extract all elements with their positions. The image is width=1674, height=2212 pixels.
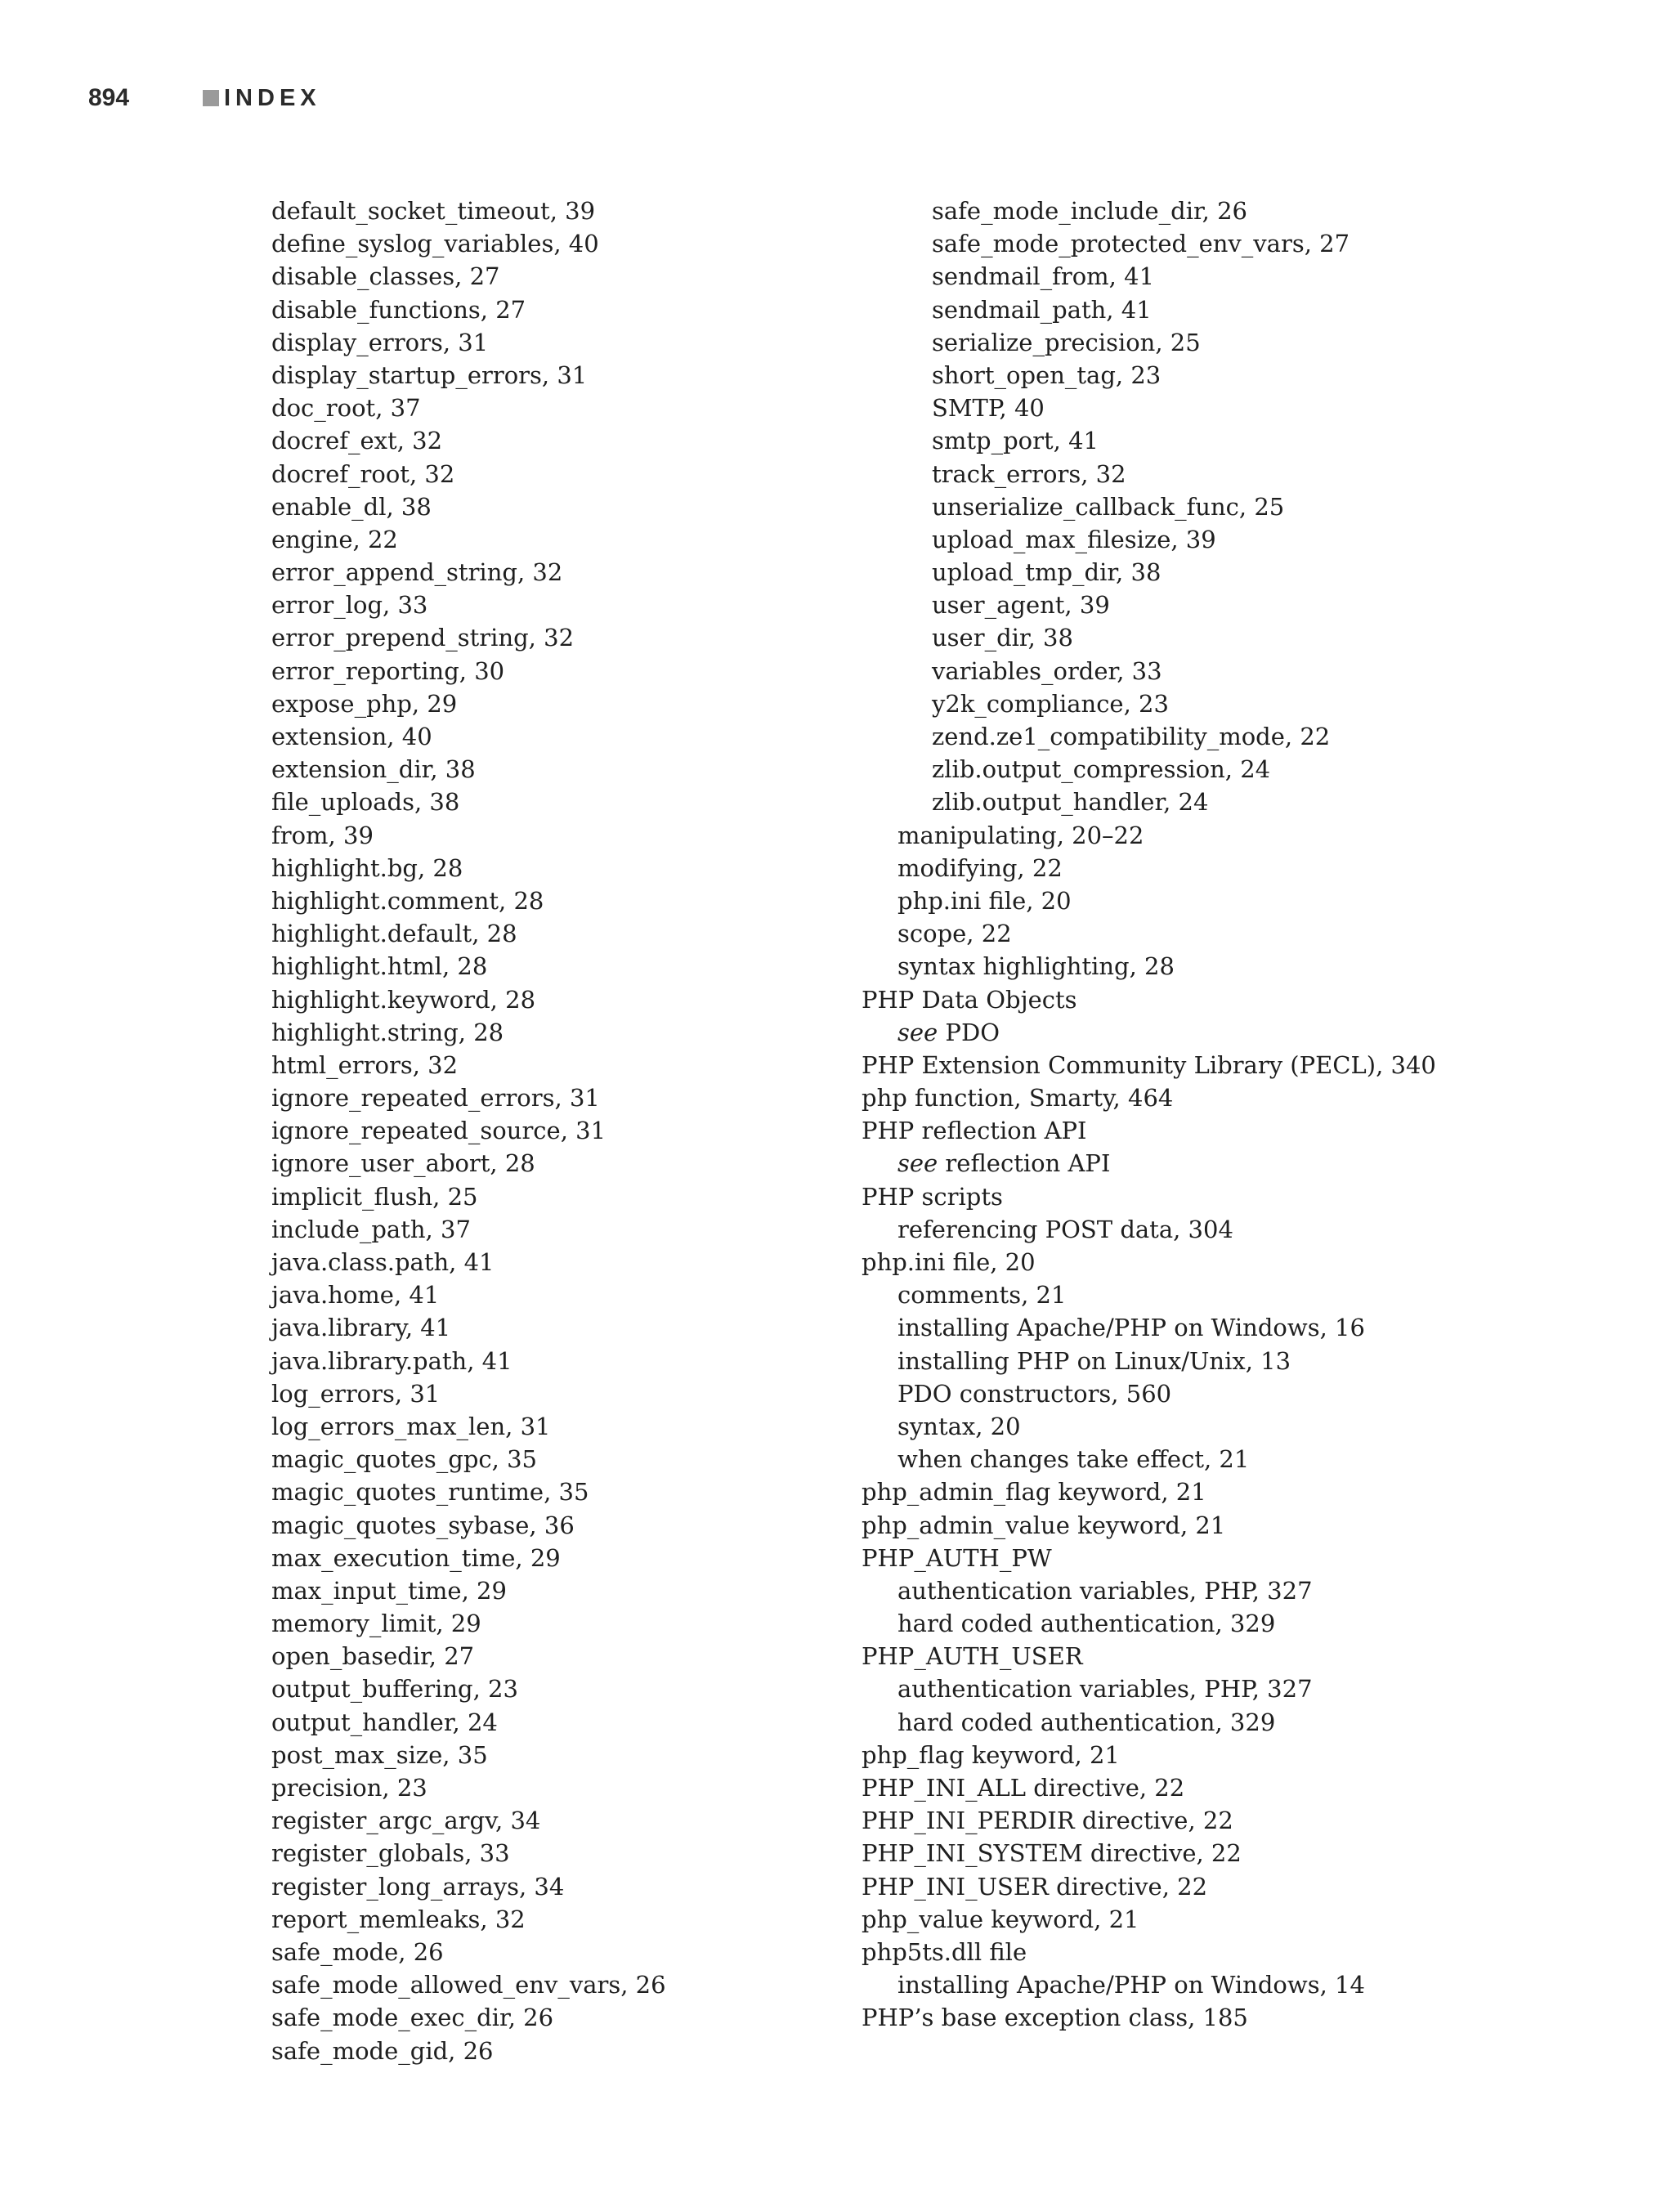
index-entry xyxy=(862,523,1646,556)
index-entry xyxy=(271,1607,844,1640)
index-entry-text: PHP scripts xyxy=(862,1182,1003,1211)
index-entry xyxy=(271,260,844,293)
index-entry xyxy=(862,260,1646,293)
index-entry xyxy=(862,1345,1646,1377)
index-entry-text: highlight.string, 28 xyxy=(271,1018,504,1046)
index-entry-text: zlib.output_handler, 24 xyxy=(932,788,1209,817)
index-entry-text: hard coded authentication, 329 xyxy=(897,1610,1276,1638)
index-entry-text: file_uploads, 38 xyxy=(271,788,460,817)
index-entry xyxy=(271,1475,844,1508)
index-entry xyxy=(862,819,1646,852)
index-entry xyxy=(271,1377,844,1410)
index-entry xyxy=(271,1049,844,1081)
index-entry-text: PHP’s base exception class, 185 xyxy=(862,2004,1248,2032)
index-entry xyxy=(271,753,844,786)
index-entry-text: smtp_port, 41 xyxy=(932,427,1099,455)
index-entry-text: user_dir, 38 xyxy=(932,624,1073,652)
index-entry-text: user_agent, 39 xyxy=(932,591,1110,620)
index-entry-text: scope, 22 xyxy=(897,920,1012,948)
index-entry-text: error_log, 33 xyxy=(271,591,428,620)
index-entry xyxy=(271,326,844,359)
index-entry xyxy=(862,293,1646,326)
index-entry xyxy=(862,655,1646,687)
index-entry-text: magic_quotes_runtime, 35 xyxy=(271,1478,589,1507)
index-entry xyxy=(271,293,844,326)
index-entry xyxy=(271,392,844,424)
index-entry xyxy=(271,1968,844,2001)
index-entry xyxy=(862,1180,1646,1213)
index-entry xyxy=(862,1542,1646,1574)
index-entry-text: expose_php, 29 xyxy=(271,689,458,718)
index-entry xyxy=(271,1147,844,1180)
index-entry-text: engine, 22 xyxy=(271,525,398,553)
index-entry-text: docref_root, 32 xyxy=(271,459,455,488)
index-column-right xyxy=(862,195,1646,2035)
index-entry-text: from, 39 xyxy=(271,821,374,849)
index-entry-text: y2k_compliance, 23 xyxy=(932,689,1169,718)
index-entry xyxy=(862,1903,1646,1936)
index-entry-text: report_memleaks, 32 xyxy=(271,1905,526,1933)
index-entry-text: sendmail_from, 41 xyxy=(932,262,1155,291)
index-entry-text: log_errors_max_len, 31 xyxy=(271,1412,551,1440)
index-entry xyxy=(862,1771,1646,1804)
index-entry-text: log_errors, 31 xyxy=(271,1379,441,1408)
index-entry xyxy=(862,1443,1646,1475)
index-entry xyxy=(862,556,1646,589)
index-entry xyxy=(271,424,844,457)
index-entry-text: reflection API xyxy=(938,1149,1111,1178)
index-entry xyxy=(862,1607,1646,1640)
index-entry-text: upload_max_filesize, 39 xyxy=(932,525,1216,553)
index-entry-text: output_handler, 24 xyxy=(271,1708,498,1736)
index-entry-text: sendmail_path, 41 xyxy=(932,295,1152,324)
index-entry xyxy=(271,1410,844,1443)
index-entry-text: magic_quotes_gpc, 35 xyxy=(271,1445,537,1474)
index-entry xyxy=(862,786,1646,818)
index-entry xyxy=(271,1706,844,1739)
header-square-icon xyxy=(203,90,219,106)
index-entry xyxy=(862,1278,1646,1311)
index-entry-text: safe_mode, 26 xyxy=(271,1937,444,1966)
index-entry-text: memory_limit, 29 xyxy=(271,1610,481,1638)
index-entry-text: PDO constructors, 560 xyxy=(897,1379,1172,1408)
index-entry-text: error_prepend_string, 32 xyxy=(271,624,575,652)
index-entry-text: syntax highlighting, 28 xyxy=(897,952,1175,981)
index-entry xyxy=(271,1081,844,1114)
index-entry xyxy=(271,458,844,490)
index-entry xyxy=(271,884,844,917)
index-entry-text: ignore_repeated_source, 31 xyxy=(271,1117,606,1145)
index-entry-text: installing Apache/PHP on Windows, 14 xyxy=(897,1971,1365,1999)
index-entry xyxy=(271,1771,844,1804)
index-entry xyxy=(862,1870,1646,1903)
index-entry-text: PHP Data Objects xyxy=(862,985,1077,1014)
index-entry xyxy=(271,490,844,523)
index-entry-text: ignore_repeated_errors, 31 xyxy=(271,1084,600,1113)
index-entry-text: PHP_AUTH_PW xyxy=(862,1543,1052,1572)
index-entry xyxy=(271,983,844,1016)
index-entry-text: error_append_string, 32 xyxy=(271,558,563,587)
index-entry xyxy=(862,1837,1646,1869)
index-entry-text: register_long_arrays, 34 xyxy=(271,1872,565,1901)
index-entry-text: php_admin_value keyword, 21 xyxy=(862,1511,1226,1539)
index-entry xyxy=(271,917,844,950)
index-entry xyxy=(271,359,844,392)
index-entry-text: zend.ze1_compatibility_mode, 22 xyxy=(932,723,1331,750)
index-entry-text: ignore_user_abort, 28 xyxy=(271,1149,535,1178)
index-entry-text: safe_mode_gid, 26 xyxy=(271,2036,494,2065)
index-entry-text: docref_ext, 32 xyxy=(271,427,443,455)
index-entry xyxy=(862,1475,1646,1508)
index-entry-text: include_path, 37 xyxy=(271,1215,471,1243)
index-entry xyxy=(271,1804,844,1837)
index-entry-text: short_open_tag, 23 xyxy=(932,360,1162,389)
index-entry-text: highlight.keyword, 28 xyxy=(271,985,536,1014)
index-entry-text: highlight.bg, 28 xyxy=(271,853,463,882)
index-entry xyxy=(862,1213,1646,1246)
index-entry-text: java.library.path, 41 xyxy=(271,1346,512,1375)
index-entry xyxy=(271,687,844,720)
index-entry-text: unserialize_callback_func, 25 xyxy=(932,492,1285,521)
index-entry xyxy=(271,2001,844,2034)
index-entry-text: safe_mode_allowed_env_vars, 26 xyxy=(271,1971,666,1999)
index-entry xyxy=(862,1706,1646,1739)
index-entry-text: hard coded authentication, 329 xyxy=(897,1708,1276,1736)
index-entry xyxy=(271,556,844,589)
index-entry xyxy=(271,819,844,852)
index-entry-text: upload_tmp_dir, 38 xyxy=(932,558,1162,587)
index-entry xyxy=(271,589,844,621)
index-entry xyxy=(862,1640,1646,1672)
index-entry xyxy=(862,753,1646,786)
index-entry xyxy=(862,326,1646,359)
index-entry-text: syntax, 20 xyxy=(897,1412,1021,1440)
index-entry xyxy=(862,1081,1646,1114)
index-entry-text: PDO xyxy=(938,1018,1000,1046)
index-entry-text: php.ini file, 20 xyxy=(862,1248,1036,1276)
index-entry-text: authentication variables, PHP, 327 xyxy=(897,1675,1313,1704)
index-entry xyxy=(862,359,1646,392)
index-entry xyxy=(271,227,844,260)
page-number: 894 xyxy=(88,84,130,111)
index-entry xyxy=(271,655,844,687)
index-entry-text: open_basedir, 27 xyxy=(271,1642,475,1671)
index-entry-text: php function, Smarty, 464 xyxy=(862,1084,1174,1113)
index-entry xyxy=(862,1509,1646,1542)
index-entry xyxy=(271,950,844,983)
index-entry xyxy=(862,1804,1646,1837)
index-entry xyxy=(862,1936,1646,1968)
index-entry-text: zlib.output_compression, 24 xyxy=(932,755,1271,784)
index-entry xyxy=(862,1246,1646,1278)
index-entry xyxy=(271,1837,844,1869)
index-entry xyxy=(271,1574,844,1607)
index-entry-text: PHP_INI_SYSTEM directive, 22 xyxy=(862,1839,1242,1868)
index-entry-text: safe_mode_include_dir, 26 xyxy=(932,197,1247,225)
index-entry-text: PHP_INI_ALL directive, 22 xyxy=(862,1774,1185,1802)
index-entry xyxy=(862,917,1646,950)
index-entry-text: php_value keyword, 21 xyxy=(862,1905,1139,1933)
index-entry xyxy=(271,1246,844,1278)
index-entry xyxy=(862,1672,1646,1705)
index-entry xyxy=(271,195,844,227)
index-entry xyxy=(862,720,1646,753)
index-entry-text: register_argc_argv, 34 xyxy=(271,1807,541,1835)
index-entry-text: referencing POST data, 304 xyxy=(897,1215,1233,1243)
index-entry-text: php.ini file, 20 xyxy=(897,886,1072,915)
index-entry-text: serialize_precision, 25 xyxy=(932,328,1201,356)
index-entry xyxy=(271,1739,844,1771)
index-entry xyxy=(271,2035,844,2067)
index-entry xyxy=(271,852,844,884)
index-entry xyxy=(862,983,1646,1016)
index-entry xyxy=(271,1542,844,1574)
index-entry-text: highlight.default, 28 xyxy=(271,920,517,948)
index-entry-text: installing Apache/PHP on Windows, 16 xyxy=(897,1314,1365,1342)
index-entry-text: PHP_INI_USER directive, 22 xyxy=(862,1872,1208,1901)
index-entry xyxy=(271,1509,844,1542)
index-entry xyxy=(271,786,844,818)
index-entry xyxy=(862,1410,1646,1443)
index-entry xyxy=(862,589,1646,621)
index-entry-text: PHP_AUTH_USER xyxy=(862,1642,1083,1671)
index-entry xyxy=(862,490,1646,523)
index-entry xyxy=(862,1016,1646,1049)
index-entry-text: precision, 23 xyxy=(271,1774,427,1802)
index-entry xyxy=(862,950,1646,983)
index-entry-text: error_reporting, 30 xyxy=(271,656,505,685)
index-entry-text: disable_classes, 27 xyxy=(271,262,500,291)
index-entry-text: highlight.html, 28 xyxy=(271,952,488,981)
index-entry-text: SMTP, 40 xyxy=(932,394,1045,423)
index-entry xyxy=(271,1016,844,1049)
index-entry-text: installing PHP on Linux/Unix, 13 xyxy=(897,1346,1291,1375)
index-entry-text: when changes take effect, 21 xyxy=(897,1445,1250,1474)
index-entry xyxy=(271,1903,844,1936)
index-entry xyxy=(862,2001,1646,2034)
index-entry-text: html_errors, 32 xyxy=(271,1050,459,1079)
index-entry-text: default_socket_timeout, 39 xyxy=(271,197,596,225)
index-entry xyxy=(271,1213,844,1246)
index-entry xyxy=(271,621,844,654)
index-entry xyxy=(271,1640,844,1672)
index-entry xyxy=(862,1114,1646,1147)
index-entry xyxy=(271,1870,844,1903)
index-entry-text: display_startup_errors, 31 xyxy=(271,360,588,389)
index-entry xyxy=(271,720,844,753)
index-entry xyxy=(862,1968,1646,2001)
index-entry xyxy=(862,424,1646,457)
index-entry-text: authentication variables, PHP, 327 xyxy=(897,1576,1313,1605)
index-entry xyxy=(271,1278,844,1311)
index-entry-text: php_admin_flag keyword, 21 xyxy=(862,1478,1206,1507)
index-entry xyxy=(862,1739,1646,1771)
index-entry-text: php_flag keyword, 21 xyxy=(862,1740,1120,1769)
index-column-left xyxy=(271,195,844,2067)
index-entry-text: track_errors, 32 xyxy=(932,459,1126,488)
index-entry-text: implicit_flush, 25 xyxy=(271,1182,478,1211)
index-entry-text: disable_functions, 27 xyxy=(271,295,526,324)
index-entry xyxy=(862,621,1646,654)
index-entry-text: java.class.path, 41 xyxy=(271,1248,495,1276)
index-entry-text: manipulating, 20–22 xyxy=(897,821,1144,849)
section-title: INDEX xyxy=(224,84,321,111)
index-entry xyxy=(862,1377,1646,1410)
index-entry xyxy=(862,884,1646,917)
index-entry xyxy=(862,1311,1646,1344)
index-entry-text: magic_quotes_sybase, 36 xyxy=(271,1511,575,1539)
index-entry-text: PHP Extension Community Library (PECL), 340 xyxy=(862,1050,1436,1079)
index-entry xyxy=(271,1672,844,1705)
index-entry xyxy=(862,852,1646,884)
index-entry-text: max_input_time, 29 xyxy=(271,1576,507,1605)
index-entry-text: doc_root, 37 xyxy=(271,394,421,423)
index-entry xyxy=(271,1443,844,1475)
index-entry-text: safe_mode_protected_env_vars, 27 xyxy=(932,230,1350,258)
index-entry xyxy=(862,1049,1646,1081)
index-entry xyxy=(271,1311,844,1344)
running-header xyxy=(88,82,321,114)
index-entry-text: php5ts.dll file xyxy=(862,1937,1027,1966)
index-entry xyxy=(271,1180,844,1213)
index-entry xyxy=(271,523,844,556)
index-entry-text: java.library, 41 xyxy=(271,1314,451,1342)
index-entry xyxy=(271,1114,844,1147)
index-entry xyxy=(862,687,1646,720)
index-entry-text: safe_mode_exec_dir, 26 xyxy=(271,2004,554,2032)
index-entry-text: register_globals, 33 xyxy=(271,1839,510,1868)
index-entry-text: java.home, 41 xyxy=(271,1281,440,1310)
index-entry xyxy=(862,1147,1646,1180)
index-entry-text: variables_order, 33 xyxy=(932,656,1162,685)
index-entry-text: extension, 40 xyxy=(271,723,432,750)
index-entry-text: post_max_size, 35 xyxy=(271,1740,488,1769)
index-entry xyxy=(271,1936,844,1968)
index-entry xyxy=(862,1574,1646,1607)
index-entry-text: extension_dir, 38 xyxy=(271,755,476,784)
index-entry-text: comments, 21 xyxy=(897,1281,1067,1310)
index-entry xyxy=(862,392,1646,424)
see-reference-label: see xyxy=(897,1018,938,1046)
index-entry xyxy=(271,1345,844,1377)
index-entry-text: define_syslog_variables, 40 xyxy=(271,230,599,258)
index-entry xyxy=(862,458,1646,490)
index-entry-text: highlight.comment, 28 xyxy=(271,886,544,915)
index-entry-text: output_buffering, 23 xyxy=(271,1675,518,1704)
see-reference-label: see xyxy=(897,1149,938,1178)
index-entry-text: PHP_INI_PERDIR directive, 22 xyxy=(862,1807,1233,1835)
index-entry xyxy=(862,195,1646,227)
index-entry-text: max_execution_time, 29 xyxy=(271,1543,561,1572)
index-entry-text: modifying, 22 xyxy=(897,853,1063,882)
index-entry xyxy=(862,227,1646,260)
index-entry-text: PHP reflection API xyxy=(862,1117,1087,1145)
index-entry-text: enable_dl, 38 xyxy=(271,492,432,521)
index-entry-text: display_errors, 31 xyxy=(271,328,489,356)
